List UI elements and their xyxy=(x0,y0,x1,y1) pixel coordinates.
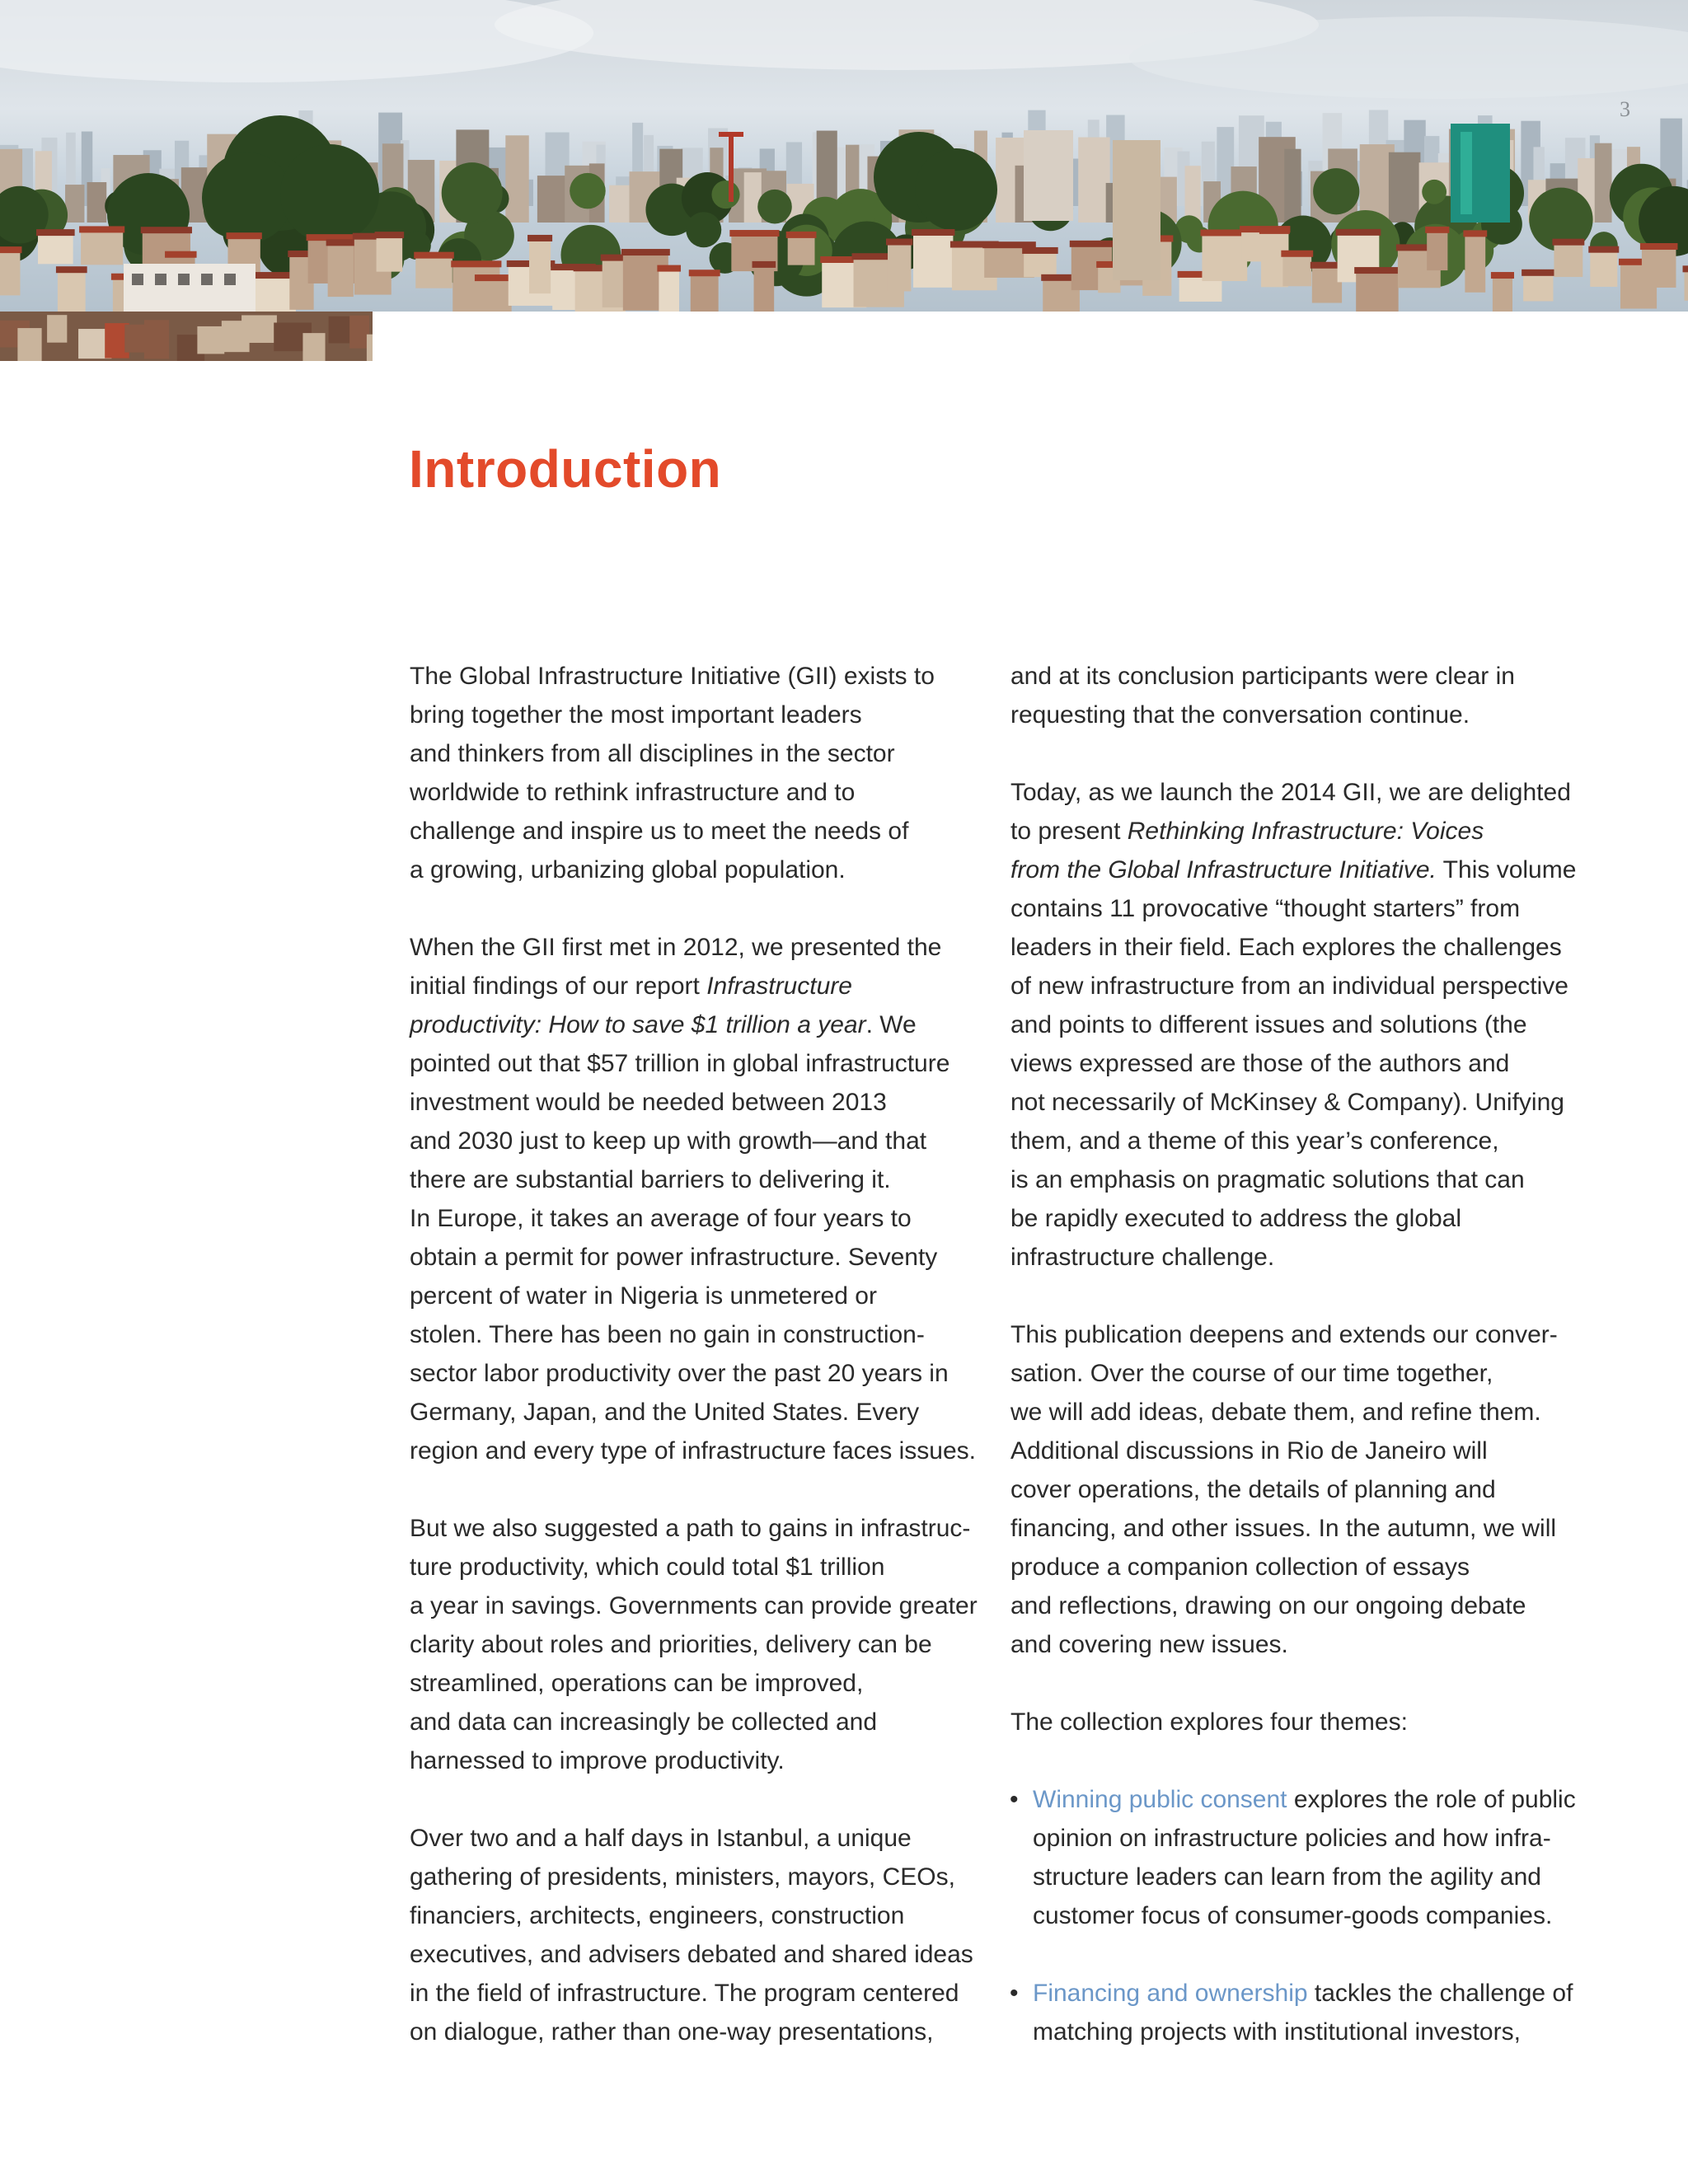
text-line: sation. Over the course of our time together, xyxy=(1010,1360,1493,1387)
paragraph-2012-findings xyxy=(410,928,987,1470)
bullet-icon: • xyxy=(1010,1786,1019,1813)
themes-list xyxy=(1010,1780,1587,2051)
text-line: there are substantial barriers to delivering it. xyxy=(410,1166,891,1193)
report-title-italic: productivity: How to save $1 trillion a year xyxy=(410,1011,866,1038)
text-line: streamlined, operations can be improved, xyxy=(410,1670,864,1697)
text-line: infrastructure challenge. xyxy=(1010,1244,1275,1271)
text-line: Over two and a half days in Istanbul, a unique xyxy=(410,1825,912,1852)
text-line: financing, and other issues. In the autumn, we will xyxy=(1010,1515,1557,1542)
report-title-italic: Infrastructure xyxy=(706,972,852,1000)
text-line xyxy=(1010,812,1587,851)
text-run: . We xyxy=(865,1011,917,1038)
text-line: The collection explores four themes: xyxy=(1010,1708,1408,1736)
text-line: be rapidly executed to address the global xyxy=(1010,1205,1462,1232)
paragraph-productivity-path xyxy=(410,1509,987,1780)
text-line: financiers, architects, engineers, construction xyxy=(410,1902,905,1929)
text-line: Germany, Japan, and the United States. Every xyxy=(410,1399,920,1426)
text-line: executives, and advisers debated and shared ideas xyxy=(410,1941,973,1968)
text-line: produce a companion collection of essays xyxy=(1010,1554,1470,1581)
text-run: explores the role of public xyxy=(1287,1786,1576,1813)
text-line: This publication deepens and extends our conver- xyxy=(1010,1321,1558,1348)
text-line: bring together the most important leaders xyxy=(410,701,862,729)
text-line: contains 11 provocative “thought starters” from xyxy=(1010,895,1521,922)
paragraph-istanbul-gathering xyxy=(410,1819,987,2051)
text-line: and reflections, drawing on our ongoing debate xyxy=(1010,1592,1526,1619)
text-line: and data can increasingly be collected and xyxy=(410,1708,878,1736)
text-line xyxy=(1033,1780,1587,1819)
text-line: percent of water in Nigeria is unmetered or xyxy=(410,1282,877,1310)
text-line: and covering new issues. xyxy=(1010,1631,1288,1658)
text-line: and 2030 just to keep up with growth—and that xyxy=(410,1127,927,1155)
text-line: cover operations, the details of planning and xyxy=(1010,1476,1496,1503)
page-title: Introduction xyxy=(409,439,722,499)
text-line: leaders in their field. Each explores the challenges xyxy=(1010,934,1562,961)
text-line: a year in savings. Governments can provide greater xyxy=(410,1592,978,1619)
text-line: clarity about roles and priorities, delivery can be xyxy=(410,1631,932,1658)
text-line: of new infrastructure from an individual perspective xyxy=(1010,972,1568,1000)
text-line: But we also suggested a path to gains in infrastruc- xyxy=(410,1515,971,1542)
text-line: obtain a permit for power infrastructure. Seventy xyxy=(410,1244,938,1271)
paragraph-gii-mission xyxy=(410,657,987,889)
publication-title-italic: from the Global Infrastructure Initiative. xyxy=(1010,856,1437,883)
text-line: challenge and inspire us to meet the needs of xyxy=(410,818,909,845)
text-line: stolen. There has been no gain in construction- xyxy=(410,1321,925,1348)
text-line: views expressed are those of the authors and xyxy=(1010,1050,1510,1077)
theme-link-financing-ownership[interactable]: Financing and ownership xyxy=(1033,1980,1308,2007)
text-line: on dialogue, rather than one-way presentations, xyxy=(410,2018,934,2046)
page-number: 3 xyxy=(1620,97,1630,121)
text-line: The Global Infrastructure Initiative (GII) exists to xyxy=(410,663,935,690)
city-skyline-image xyxy=(0,0,1688,312)
text-run: initial findings of our report xyxy=(410,972,707,1000)
text-line: a growing, urbanizing global population. xyxy=(410,856,846,883)
text-line: sector labor productivity over the past 20 years in xyxy=(410,1360,949,1387)
text-run: This volume xyxy=(1436,856,1577,883)
text-line: and thinkers from all disciplines in the sector xyxy=(410,740,895,767)
text-line: requesting that the conversation continue. xyxy=(1010,701,1470,729)
text-line: opinion on infrastructure policies and how infra- xyxy=(1033,1825,1551,1852)
paragraph-2014-launch xyxy=(1010,773,1587,1277)
text-run: to present xyxy=(1010,818,1128,845)
publication-title-italic: Rethinking Infrastructure: Voices xyxy=(1127,818,1484,845)
list-item xyxy=(1010,1974,1587,2051)
text-line: ture productivity, which could total $1 trillion xyxy=(410,1554,885,1581)
text-line: worldwide to rethink infrastructure and to xyxy=(410,779,856,806)
text-line: customer focus of consumer-goods companies. xyxy=(1033,1902,1553,1929)
text-line: and at its conclusion participants were clear in xyxy=(1010,663,1515,690)
text-line: Additional discussions in Rio de Janeiro will xyxy=(1010,1437,1488,1465)
text-run: tackles the challenge of xyxy=(1307,1980,1573,2007)
text-line: investment would be needed between 2013 xyxy=(410,1089,887,1116)
text-line: harnessed to improve productivity. xyxy=(410,1747,785,1774)
theme-link-public-consent[interactable]: Winning public consent xyxy=(1033,1786,1287,1813)
banner-city-photo xyxy=(0,0,1688,312)
text-line: them, and a theme of this year’s conference, xyxy=(1010,1127,1499,1155)
text-line: pointed out that $57 trillion in global infrastructure xyxy=(410,1050,950,1077)
banner-tab-photo xyxy=(0,312,373,361)
paragraph-four-themes xyxy=(1010,1703,1587,1741)
text-line xyxy=(1033,1974,1587,2013)
text-line: When the GII first met in 2012, we presented the xyxy=(410,934,942,961)
text-line: structure leaders can learn from the agility and xyxy=(1033,1863,1541,1891)
right-column xyxy=(1010,657,1587,2090)
text-line: is an emphasis on pragmatic solutions that can xyxy=(1010,1166,1525,1193)
text-line: gathering of presidents, ministers, mayors, CEOs, xyxy=(410,1863,955,1891)
text-line: in the field of infrastructure. The program centered xyxy=(410,1980,959,2007)
text-line: In Europe, it takes an average of four years to xyxy=(410,1205,912,1232)
text-line: and points to different issues and solutions (the xyxy=(1010,1011,1527,1038)
text-line: region and every type of infrastructure faces issues. xyxy=(410,1437,977,1465)
text-line: Today, as we launch the 2014 GII, we are delighted xyxy=(1010,779,1571,806)
paragraph-publication-deepens xyxy=(1010,1315,1587,1664)
text-line xyxy=(410,1005,987,1044)
text-line xyxy=(1010,851,1587,889)
text-line: we will add ideas, debate them, and refine them. xyxy=(1010,1399,1541,1426)
left-column xyxy=(410,657,987,2051)
text-line: matching projects with institutional investors, xyxy=(1033,2018,1521,2046)
text-line xyxy=(410,967,987,1005)
bullet-icon: • xyxy=(1010,1980,1019,2007)
paragraph-conversation-continue xyxy=(1010,657,1587,734)
text-line: not necessarily of McKinsey & Company). Unifying xyxy=(1010,1089,1564,1116)
list-item xyxy=(1010,1780,1587,1935)
